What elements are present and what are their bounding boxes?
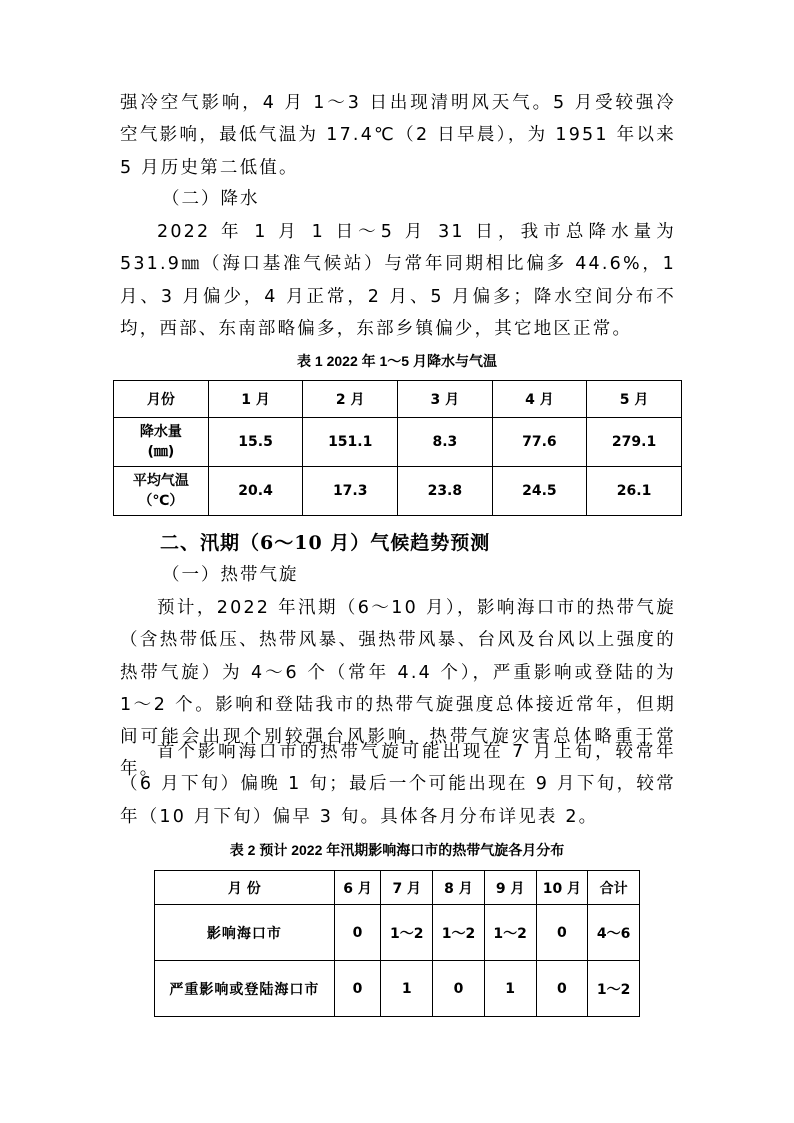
precip-paragraph: 2022 年 1 月 1 日～5 月 31 日，我市总降水量为 531.9㎜（海口基准气候站）与常年同期相比偏多 44.6%，1 月、3 月偏少，4 月正常，2 月、5 月偏多；降水空间分布不均，西部、东南部略偏多，东部乡镇偏少，其它地区正常。 [120,222,676,339]
row-label: 平均气温 [132,473,189,489]
precip-heading: （二）降水 [162,189,260,209]
header-cell: 6 月 [334,871,381,905]
value-cell: 151.1 [303,418,398,467]
row-label: 降水量 [139,424,182,440]
value-cell: 1～2 [484,905,536,961]
header-cell: 月 份 [155,871,335,905]
table1-caption: 表 1 2022 年 1～5 月降水与气温 [297,353,497,369]
table-row [155,961,640,1017]
intro-paragraph: 强冷空气影响，4 月 1～3 日出现清明风天气。5 月受较强冷空气影响，最低气温为 17.4℃（2 日早晨），为 1951 年以来 5 月历史第二低值。 [120,93,676,178]
table-header-row [114,381,682,418]
header-cell: 4 月 [492,381,587,418]
row-unit: （℃） [138,493,184,509]
tropical-cyclone-heading: （一）热带气旋 [162,565,299,585]
value-cell: 0 [536,905,588,961]
value-cell: 1～2 [381,905,433,961]
value-cell: 17.3 [303,467,398,516]
header-cell: 1 月 [208,381,303,418]
value-cell: 0 [536,961,588,1017]
cyclone-distribution-table [154,870,640,1017]
value-cell: 0 [433,961,485,1017]
value-cell: 1～2 [433,905,485,961]
header-cell: 2 月 [303,381,398,418]
value-cell: 0 [334,961,381,1017]
table-row [155,905,640,961]
value-cell: 23.8 [398,467,493,516]
table-header-row [155,871,640,905]
header-cell: 9 月 [484,871,536,905]
section2-heading: 二、汛期（6～10 月）气候趋势预测 [160,532,491,554]
value-cell: 1～2 [588,961,640,1017]
header-cell: 5 月 [587,381,682,418]
value-cell: 1 [484,961,536,1017]
value-cell: 8.3 [398,418,493,467]
value-cell: 20.4 [208,467,303,516]
cyclone-paragraph-2: 首个影响海口市的热带气旋可能出现在 7 月上旬，较常年（6 月下旬）偏晚 1 旬；最后一个可能出现在 9 月下旬，较常年（10 月下旬）偏早 3 旬。具体各月分布详见表 2。 [120,742,676,827]
header-cell: 3 月 [398,381,493,418]
value-cell: 4～6 [588,905,640,961]
table-row [114,467,682,516]
row-unit: (㎜) [147,444,175,460]
table-row [114,418,682,467]
cyclone-paragraph-1: 预计，2022 年汛期（6～10 月），影响海口市的热带气旋（含热带低压、热带风暴、强热带风暴、台风及台风以上强度的热带气旋）为 4～6 个（常年 4.4 个），严重影响或登陆的为 1～2 个。影响和登陆我市的热带气旋强度总体接近常年，但期间可能会出现个别较强台风影响，热带气旋灾害总体略重于常年。 [120,598,676,780]
row-label: 严重影响或登陆海口市 [155,961,335,1017]
header-cell: 月份 [114,381,209,418]
row-label-cell [114,418,209,467]
value-cell: 0 [334,905,381,961]
precip-temp-table [113,380,682,516]
header-cell: 8 月 [433,871,485,905]
header-cell: 10 月 [536,871,588,905]
table2-caption: 表 2 预计 2022 年汛期影响海口市的热带气旋各月分布 [229,842,565,858]
value-cell: 279.1 [587,418,682,467]
header-cell: 7 月 [381,871,433,905]
value-cell: 77.6 [492,418,587,467]
value-cell: 15.5 [208,418,303,467]
header-cell: 合计 [588,871,640,905]
value-cell: 1 [381,961,433,1017]
value-cell: 26.1 [587,467,682,516]
row-label: 影响海口市 [155,905,335,961]
value-cell: 24.5 [492,467,587,516]
row-label-cell [114,467,209,516]
